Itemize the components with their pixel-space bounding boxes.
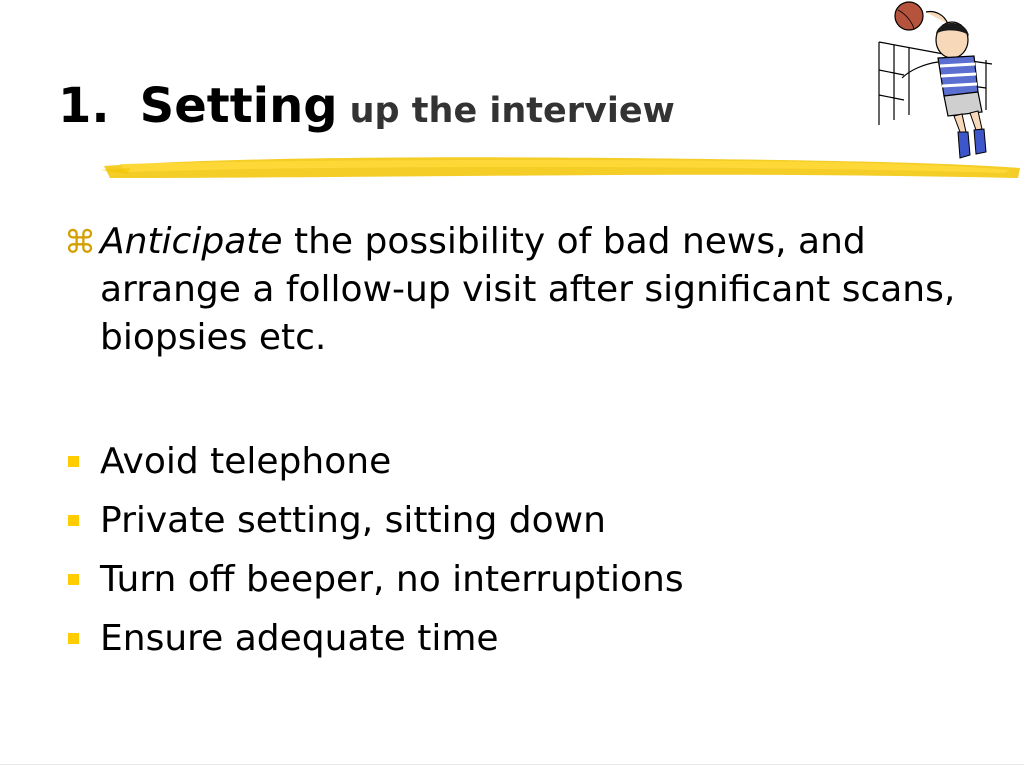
title-main: Setting [139, 78, 338, 134]
intro-body: the possibility of bad news, and arrange a follow-up visit after significant scans, biopsies etc. [100, 221, 956, 358]
command-symbol-icon: ⌘ [64, 223, 96, 261]
square-bullet-icon [68, 574, 79, 585]
title-subtitle: up the interview [349, 91, 675, 131]
intro-emphasis: Anticipate [100, 221, 283, 262]
bullet-item [64, 550, 994, 609]
intro-paragraph [64, 218, 994, 362]
slide-title [58, 78, 675, 134]
square-bullet-icon [68, 633, 79, 644]
bullet-item [64, 609, 994, 668]
title-number: 1. [58, 78, 110, 134]
bullet-list [64, 432, 994, 668]
bullet-label: Turn off beeper, no interruptions [100, 559, 684, 600]
bullet-label: Ensure adequate time [100, 618, 499, 659]
square-bullet-icon [68, 456, 79, 467]
bullet-label: Avoid telephone [100, 441, 392, 482]
bullet-item [64, 432, 994, 491]
square-bullet-icon [68, 515, 79, 526]
intro-text [100, 218, 994, 362]
volleyball-player-clipart [874, 0, 1024, 165]
footer-divider [0, 764, 1024, 765]
bullet-item [64, 491, 994, 550]
bullet-label: Private setting, sitting down [100, 500, 606, 541]
